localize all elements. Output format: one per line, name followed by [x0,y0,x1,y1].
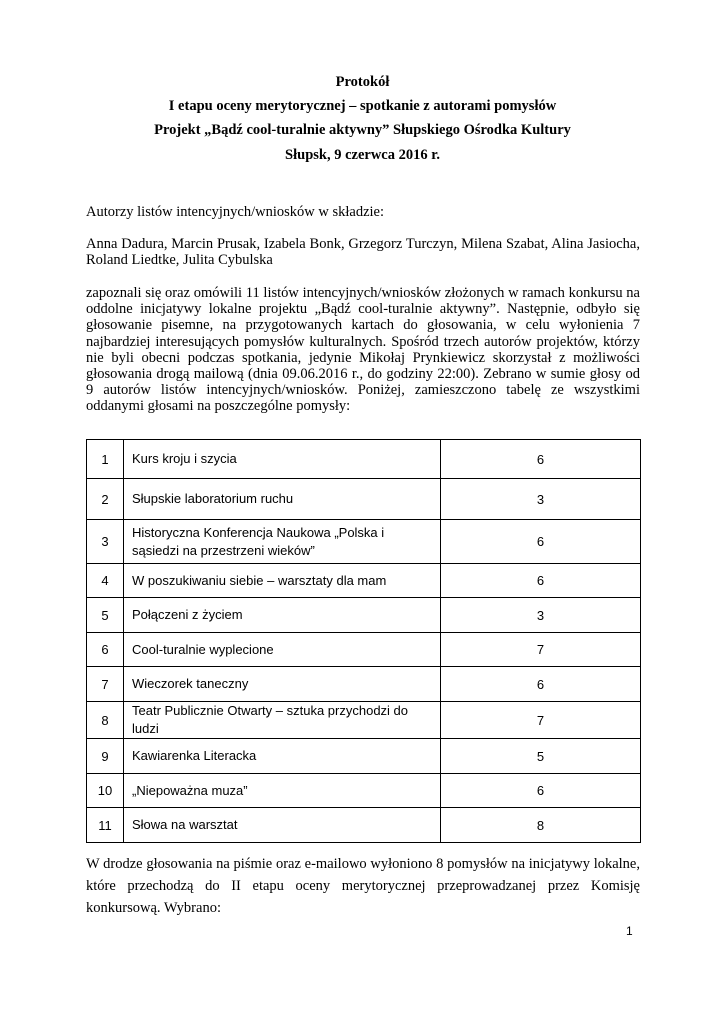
row-number: 2 [87,479,124,520]
row-number: 3 [87,520,124,564]
table-row [87,739,641,774]
idea-name: Słupskie laboratorium ruchu [124,479,441,520]
table-row [87,808,641,843]
idea-name: Kurs kroju i szycia [124,440,441,479]
vote-count: 6 [441,667,641,702]
idea-name: Kawiarenka Literacka [124,739,441,774]
vote-count: 8 [441,808,641,843]
vote-count: 5 [441,739,641,774]
row-number: 11 [87,808,124,843]
vote-count: 3 [441,479,641,520]
document-subtitle: I etapu oceny merytorycznej – spotkanie z autorami pomysłów [168,98,557,114]
vote-count: 7 [441,633,641,667]
closing-paragraph: W drodze głosowania na piśmie oraz e-mailowo wyłoniono 8 pomysłów na inicjatywy lokalne, które przechodzą do II etapu oceny merytorycznej przeprowadzanej przez Komisję konkursową. Wybrano: [86,856,640,916]
row-number: 6 [87,633,124,667]
table-row [87,667,641,702]
table-row [87,440,641,479]
idea-name: Połączeni z życiem [124,598,441,633]
page-number: 1 [626,924,633,938]
table-row [87,774,641,808]
table-row [87,564,641,598]
summary-paragraph: zapoznali się oraz omówili 11 listów intencyjnych/wniosków złożonych w ramach konkursu na oddolne inicjatywy lokalne projektu „Bądź cool-turalnie aktywny”. Następnie, odbyło się głosowanie pisemne, na przygotowanych kartach do głosowania, w celu wyłonienia 7 najbardziej interesujących pomysłów kulturalnych. Spośród trzech autorów projektów, którzy nie byli obecni podczas spotkania, jedynie Mikołaj Prynkiewicz skorzystał z możliwości głosowania drogą mailową (dnia 09.06.2016 r., do godziny 22:00). Zebrano w sumie głosy od 9 autorów listów intencyjnych/wniosków. Poniżej, zamieszczono tabelę ze wszystkimi oddanymi głosami na poszczególne pomysły: [86,285,640,415]
table-row [87,479,641,520]
idea-name: Cool-turalnie wyplecione [124,633,441,667]
document-title: Protokół [335,74,390,90]
row-number: 7 [87,667,124,702]
idea-name: Teatr Publicznie Otwarty – sztuka przychodzi do ludzi [124,702,441,739]
authors-list: Anna Dadura, Marcin Prusak, Izabela Bonk, Grzegorz Turczyn, Milena Szabat, Alina Jasiocha, Roland Liedtke, Julita Cybulska [86,236,640,269]
idea-name: Historyczna Konferencja Naukowa „Polska i sąsiedzi na przestrzeni wieków” [124,520,441,564]
table-row [87,702,641,739]
vote-count: 6 [441,520,641,564]
authors-intro: Autorzy listów intencyjnych/wniosków w składzie: [86,204,385,220]
vote-count: 6 [441,774,641,808]
row-number: 5 [87,598,124,633]
row-number: 10 [87,774,124,808]
idea-name: „Niepoważna muza” [124,774,441,808]
idea-name: Wieczorek taneczny [124,667,441,702]
vote-count: 6 [441,564,641,598]
row-number: 1 [87,440,124,479]
table-row [87,598,641,633]
vote-count: 7 [441,702,641,739]
table-row [87,633,641,667]
row-number: 9 [87,739,124,774]
project-name: Projekt „Bądź cool-turalnie aktywny” Słupskiego Ośrodka Kultury [154,122,571,138]
vote-count: 6 [441,440,641,479]
place-and-date: Słupsk, 9 czerwca 2016 r. [285,147,440,163]
votes-table [86,439,641,843]
row-number: 4 [87,564,124,598]
table-row [87,520,641,564]
vote-count: 3 [441,598,641,633]
row-number: 8 [87,702,124,739]
idea-name: Słowa na warsztat [124,808,441,843]
idea-name: W poszukiwaniu siebie – warsztaty dla mam [124,564,441,598]
